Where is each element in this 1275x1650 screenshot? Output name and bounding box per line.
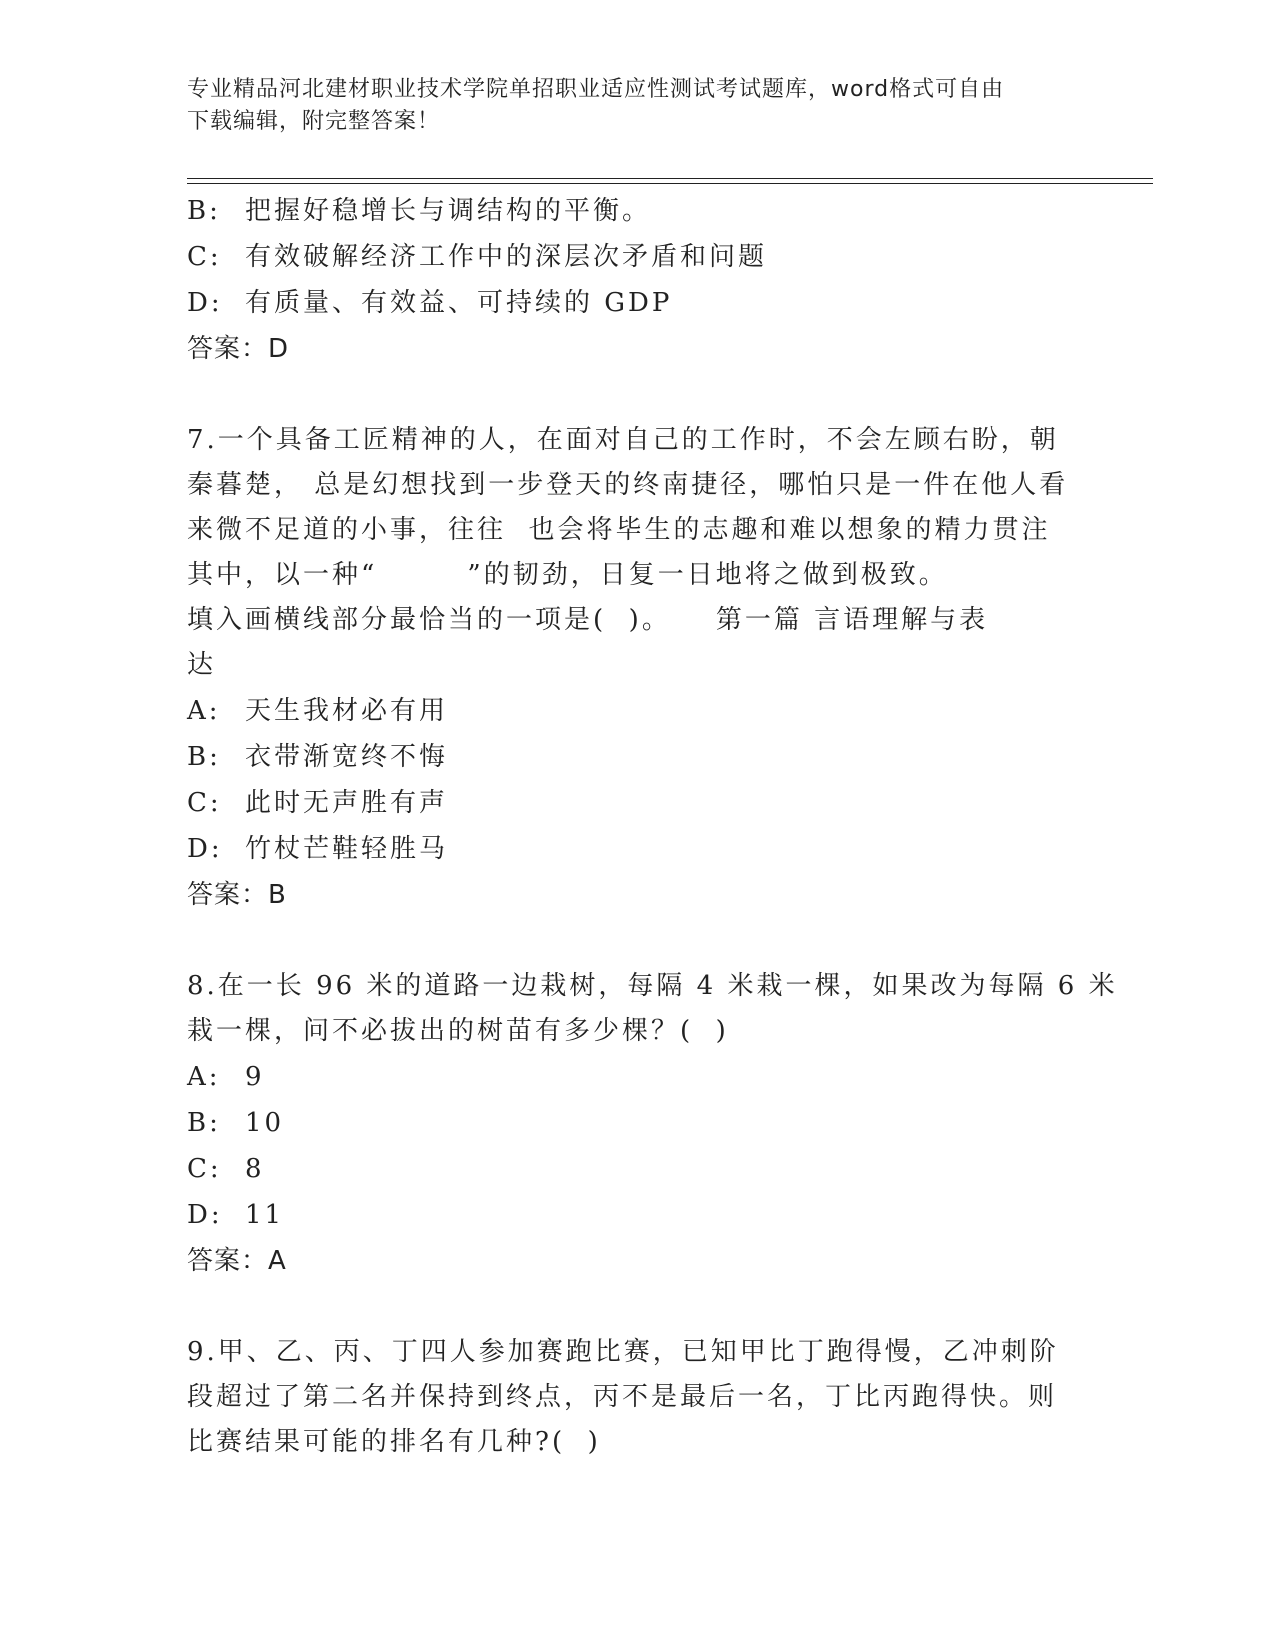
option-label: B: [187, 196, 221, 226]
option-text: 有质量、有效益、可持续的 GDP [245, 288, 673, 318]
option-c [187, 780, 1087, 826]
question-8-options [187, 1054, 1087, 1238]
option-text: 把握好稳增长与调结构的平衡。 [245, 196, 652, 226]
document-header [187, 74, 1067, 138]
option-label: A: [187, 1062, 221, 1092]
question-line: 7.一个具备工匠精神的人，在面对自己的工作时，不会左顾右盼，朝 [187, 425, 1059, 455]
question-8-stem [187, 964, 1118, 1054]
option-text: 有效破解经济工作中的深层次矛盾和问题 [245, 242, 768, 272]
question-line: 段超过了第二名并保持到终点，丙不是最后一名，丁比丙跑得快。则 [187, 1382, 1058, 1412]
option-text: 天生我材必有用 [245, 696, 449, 726]
option-text: 10 [245, 1108, 285, 1138]
question-line: 填入画横线部分最恰当的一项是( )。 第一篇 言语理解与表 [187, 605, 989, 635]
question-line: 比赛结果可能的排名有几种?( ) [187, 1427, 601, 1457]
option-text: 8 [245, 1154, 265, 1184]
option-d [187, 280, 1087, 326]
question-6-options [187, 188, 1087, 326]
option-b [187, 188, 1087, 234]
question-7-options [187, 688, 1087, 872]
option-text: 衣带渐宽终不悔 [245, 742, 449, 772]
question-line: 栽一棵，问不必拔出的树苗有多少棵？( ) [187, 1016, 729, 1046]
document-body [187, 188, 1118, 1465]
option-text: 9 [245, 1062, 265, 1092]
option-label: D: [187, 288, 223, 318]
option-d [187, 826, 1087, 872]
header-line-2: 下载编辑，附完整答案！ [187, 109, 441, 134]
option-text: 此时无声胜有声 [245, 788, 449, 818]
option-a [187, 688, 1087, 734]
question-line: 来微不足道的小事，往往 也会将毕生的志趣和难以想象的精力贯注 [187, 515, 1051, 545]
question-line: 其中，以一种“ ”的韧劲，日复一日地将之做到极致。 [187, 560, 948, 590]
question-9-stem [187, 1330, 1087, 1465]
option-label: D: [187, 834, 223, 864]
option-label: B: [187, 742, 221, 772]
option-b [187, 734, 1087, 780]
question-line: 8.在一长 96 米的道路一边栽树，每隔 4 米栽一棵，如果改为每隔 6 米 [187, 971, 1118, 1001]
header-line-1: 专业精品河北建材职业技术学院单招职业适应性测试考试题库，word格式可自由 [187, 77, 1005, 102]
option-label: D: [187, 1200, 223, 1230]
option-label: B: [187, 1108, 221, 1138]
option-text: 11 [245, 1200, 285, 1230]
option-label: C: [187, 242, 222, 272]
option-c [187, 1146, 1087, 1192]
option-d [187, 1192, 1087, 1238]
option-c [187, 234, 1087, 280]
question-line: 秦暮楚， 总是幻想找到一步登天的终南捷径，哪怕只是一件在他人看 [187, 470, 1069, 500]
header-divider-top [187, 178, 1153, 179]
option-label: C: [187, 1154, 222, 1184]
option-label: C: [187, 788, 222, 818]
option-a [187, 1054, 1087, 1100]
question-7-answer: 答案：B [187, 880, 287, 910]
question-8-answer: 答案：A [187, 1246, 287, 1276]
question-line: 9.甲、乙、丙、丁四人参加赛跑比赛，已知甲比丁跑得慢，乙冲刺阶 [187, 1337, 1059, 1367]
question-line: 达 [187, 650, 217, 680]
option-label: A: [187, 696, 221, 726]
option-text: 竹杖芒鞋轻胜马 [245, 834, 449, 864]
question-6-answer: 答案：D [187, 334, 290, 364]
option-b [187, 1100, 1087, 1146]
header-divider-bottom [187, 183, 1153, 184]
question-7-stem [187, 418, 1087, 688]
